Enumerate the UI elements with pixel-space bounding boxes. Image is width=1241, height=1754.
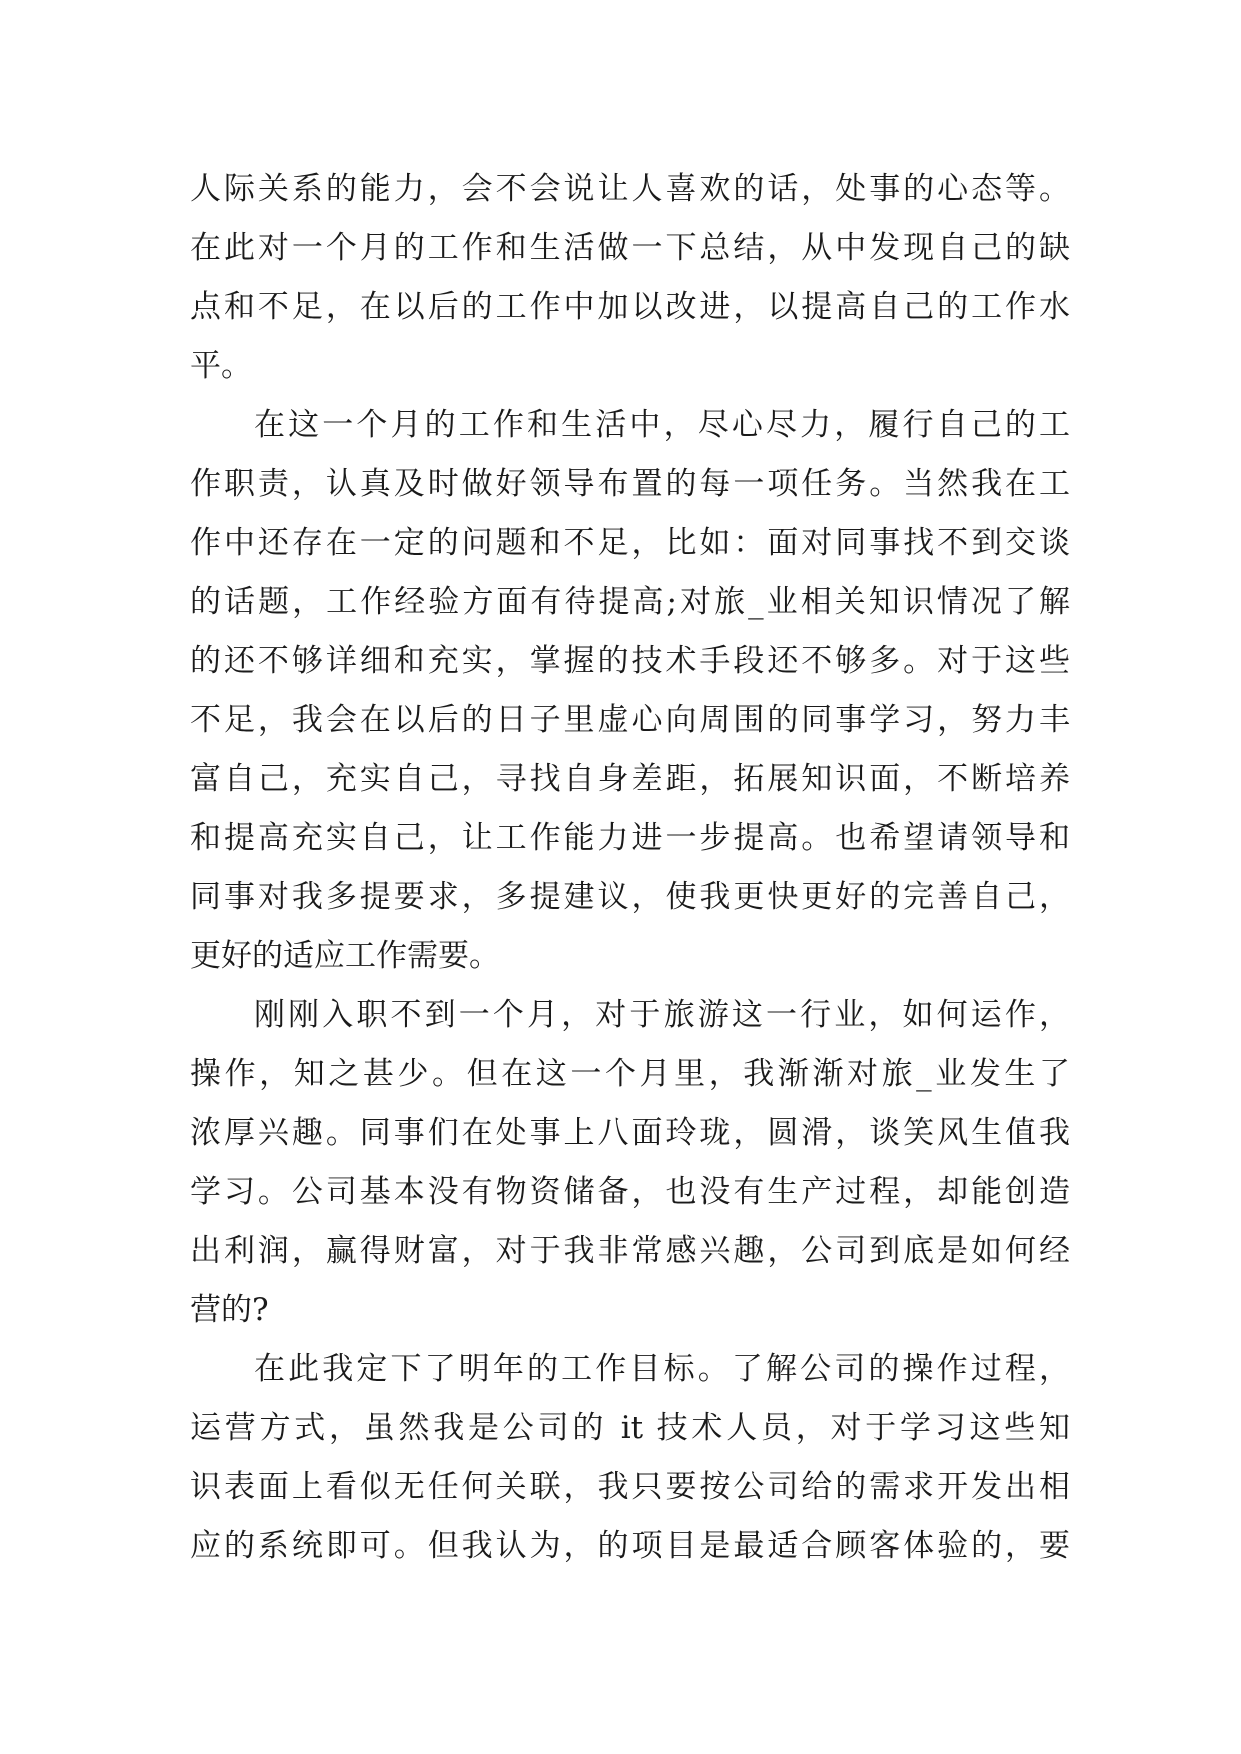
text-line: 在此对一个月的工作和生活做一下总结，从中发现自己的缺 <box>190 230 1070 266</box>
text-line: 应的系统即可。但我认为，的项目是最适合顾客体验的，要 <box>190 1528 1070 1564</box>
text-line: 刚刚入职不到一个月，对于旅游这一行业，如何运作， <box>254 997 1070 1033</box>
text-line: 人际关系的能力，会不会说让人喜欢的话，处事的心态等。 <box>190 171 1070 207</box>
text-line: 不足，我会在以后的日子里虚心向周围的同事学习，努力丰 <box>190 702 1070 738</box>
text-line: 和提高充实自己，让工作能力进一步提高。也希望请领导和 <box>190 820 1070 856</box>
text-line: 出利润，赢得财富，对于我非常感兴趣，公司到底是如何经 <box>190 1233 1070 1269</box>
text-line: 平。 <box>190 348 252 384</box>
text-line: 浓厚兴趣。同事们在处事上八面玲珑，圆滑，谈笑风生值我 <box>190 1115 1070 1151</box>
text-line: 操作，知之甚少。但在这一个月里，我渐渐对旅_业发生了 <box>190 1056 1070 1092</box>
text-line: 作中还存在一定的问题和不足，比如：面对同事找不到交谈 <box>190 525 1070 561</box>
text-line: 富自己，充实自己，寻找自身差距，拓展知识面，不断培养 <box>190 761 1070 797</box>
text-line: 的话题，工作经验方面有待提高;对旅_业相关知识情况了解 <box>190 584 1070 620</box>
text-line: 在这一个月的工作和生活中，尽心尽力，履行自己的工 <box>254 407 1070 443</box>
text-line: 识表面上看似无任何关联，我只要按公司给的需求开发出相 <box>190 1469 1070 1505</box>
text-line: 在此我定下了明年的工作目标。了解公司的操作过程， <box>254 1351 1070 1387</box>
text-line: 更好的适应工作需要。 <box>190 938 500 974</box>
body-text <box>190 160 1070 1576</box>
text-line: 同事对我多提要求，多提建议，使我更快更好的完善自己， <box>190 879 1070 915</box>
text-line: 的还不够详细和充实，掌握的技术手段还不够多。对于这些 <box>190 643 1070 679</box>
text-line: 点和不足，在以后的工作中加以改进，以提高自己的工作水 <box>190 289 1070 325</box>
text-line: 营的? <box>190 1292 269 1328</box>
text-line: 作职责，认真及时做好领导布置的每一项任务。当然我在工 <box>190 466 1070 502</box>
text-line: 运营方式，虽然我是公司的 it 技术人员，对于学习这些知 <box>190 1410 1070 1446</box>
text-line: 学习。公司基本没有物资储备，也没有生产过程，却能创造 <box>190 1174 1070 1210</box>
